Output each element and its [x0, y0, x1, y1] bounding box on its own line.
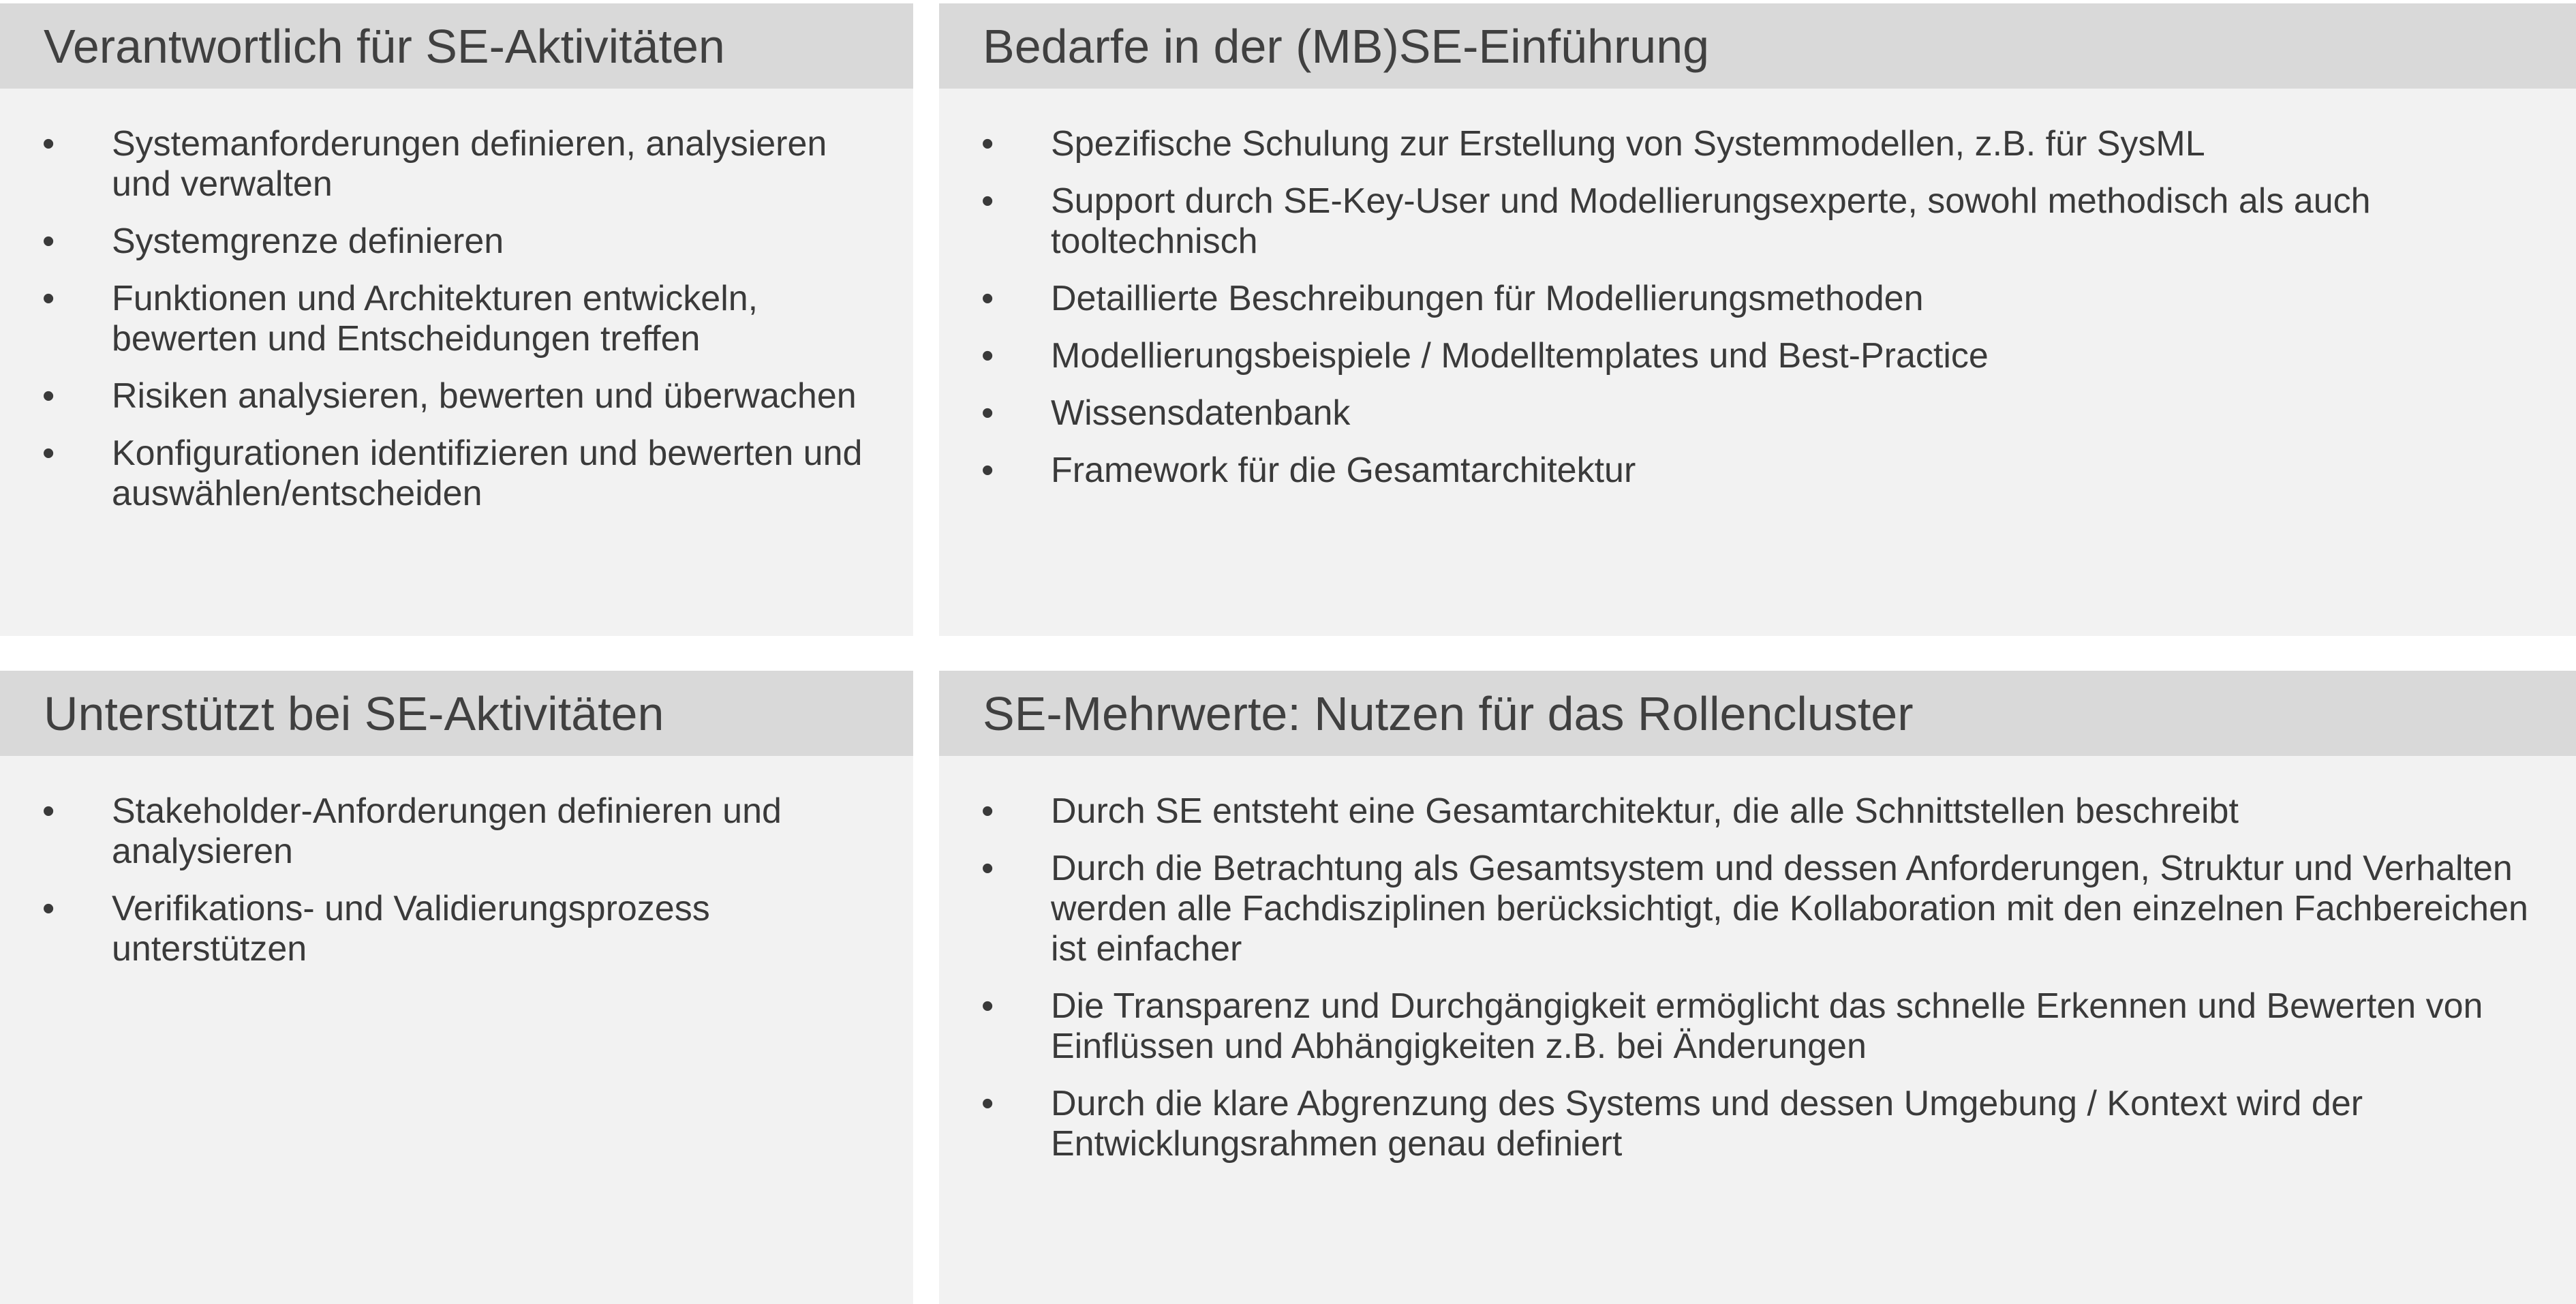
bullet-list — [980, 791, 2549, 1164]
list-item — [980, 181, 2549, 262]
list-item — [980, 1084, 2549, 1164]
list-item — [980, 124, 2549, 164]
list-item — [980, 849, 2549, 969]
bullet-list — [980, 124, 2549, 491]
list-item-text: Framework für die Gesamtarchitektur — [1051, 451, 1636, 490]
panel-needs — [939, 3, 2576, 636]
list-item — [41, 222, 879, 262]
bullet-icon: • — [42, 124, 55, 164]
panel-supports — [0, 671, 913, 1304]
list-item-text: Durch die Betrachtung als Gesamtsystem und dessen Anforderungen, Struktur und Verhalten werden alle Fachdisziplinen berücksichtigt, die Kollaboration mit den einzelnen Fachbereichen ist einfacher — [1051, 849, 2528, 969]
list-item-text: Spezifische Schulung zur Erstellung von Systemmodellen, z.B. für SysML — [1051, 124, 2205, 164]
bullet-icon: • — [42, 434, 55, 473]
list-item-text: Die Transparenz und Durchgängigkeit ermöglicht das schnelle Erkennen und Bewerten von Einflüssen und Abhängigkeiten z.B. bei Änderungen — [1051, 986, 2483, 1066]
panel-header — [0, 3, 913, 89]
list-item — [41, 279, 879, 359]
list-item-text: Systemgrenze definieren — [112, 222, 504, 261]
bullet-list — [41, 791, 879, 969]
bullet-icon: • — [42, 889, 55, 928]
panel-title: Unterstützt bei SE-Aktivitäten — [44, 686, 664, 740]
list-item-text: Wissensdatenbank — [1051, 393, 1351, 433]
list-item — [41, 124, 879, 204]
panel-header — [939, 671, 2576, 756]
panel-title: Bedarfe in der (MB)SE-Einführung — [983, 19, 1710, 73]
list-item-text: Risiken analysieren, bewerten und überwachen — [112, 376, 857, 416]
list-item — [980, 336, 2549, 376]
bullet-icon: • — [981, 1084, 994, 1123]
list-item — [980, 451, 2549, 491]
bullet-list — [41, 124, 879, 514]
list-item — [980, 986, 2549, 1067]
bullet-icon: • — [42, 222, 55, 261]
bullet-icon: • — [42, 791, 55, 831]
bullet-icon: • — [981, 791, 994, 831]
list-item-text: Durch SE entsteht eine Gesamtarchitektur, die alle Schnittstellen beschreibt — [1051, 791, 2239, 831]
panel-header — [0, 671, 913, 756]
panel-responsible — [0, 3, 913, 636]
list-item — [41, 889, 879, 969]
list-item — [980, 393, 2549, 434]
panel-title: SE-Mehrwerte: Nutzen für das Rollencluster — [983, 686, 1914, 740]
bullet-icon: • — [981, 279, 994, 318]
list-item-text: Verifikations- und Validierungsprozess unterstützen — [112, 889, 710, 969]
panel-title: Verantwortlich für SE-Aktivitäten — [44, 19, 725, 73]
bullet-icon: • — [981, 986, 994, 1026]
list-item — [41, 376, 879, 416]
bullet-icon: • — [981, 849, 994, 888]
panel-header — [939, 3, 2576, 89]
list-item-text: Konfigurationen identifizieren und bewerten und auswählen/entscheiden — [112, 434, 863, 513]
panel-body — [939, 89, 2576, 491]
bullet-icon: • — [981, 393, 994, 433]
list-item-text: Modellierungsbeispiele / Modelltemplates und Best-Practice — [1051, 336, 1989, 376]
list-item-text: Durch die klare Abgrenzung des Systems und dessen Umgebung / Kontext wird der Entwicklungsrahmen genau definiert — [1051, 1084, 2363, 1164]
panel-body — [0, 756, 913, 969]
list-item-text: Stakeholder-Anforderungen definieren und analysieren — [112, 791, 782, 871]
panel-added-value — [939, 671, 2576, 1304]
bullet-icon: • — [981, 124, 994, 164]
list-item-text: Support durch SE-Key-User und Modellierungsexperte, sowohl methodisch als auch tooltechnisch — [1051, 181, 2371, 261]
bullet-icon: • — [981, 181, 994, 221]
list-item — [980, 279, 2549, 319]
panel-body — [0, 89, 913, 514]
list-item — [41, 434, 879, 514]
list-item-text: Funktionen und Architekturen entwickeln, bewerten und Entscheidungen treffen — [112, 279, 758, 359]
bullet-icon: • — [981, 451, 994, 490]
list-item — [980, 791, 2549, 832]
bullet-icon: • — [42, 376, 55, 416]
bullet-icon: • — [42, 279, 55, 318]
list-item-text: Detaillierte Beschreibungen für Modellierungsmethoden — [1051, 279, 1924, 318]
list-item — [41, 791, 879, 872]
bullet-icon: • — [981, 336, 994, 376]
list-item-text: Systemanforderungen definieren, analysieren und verwalten — [112, 124, 827, 204]
panel-body — [939, 756, 2576, 1164]
